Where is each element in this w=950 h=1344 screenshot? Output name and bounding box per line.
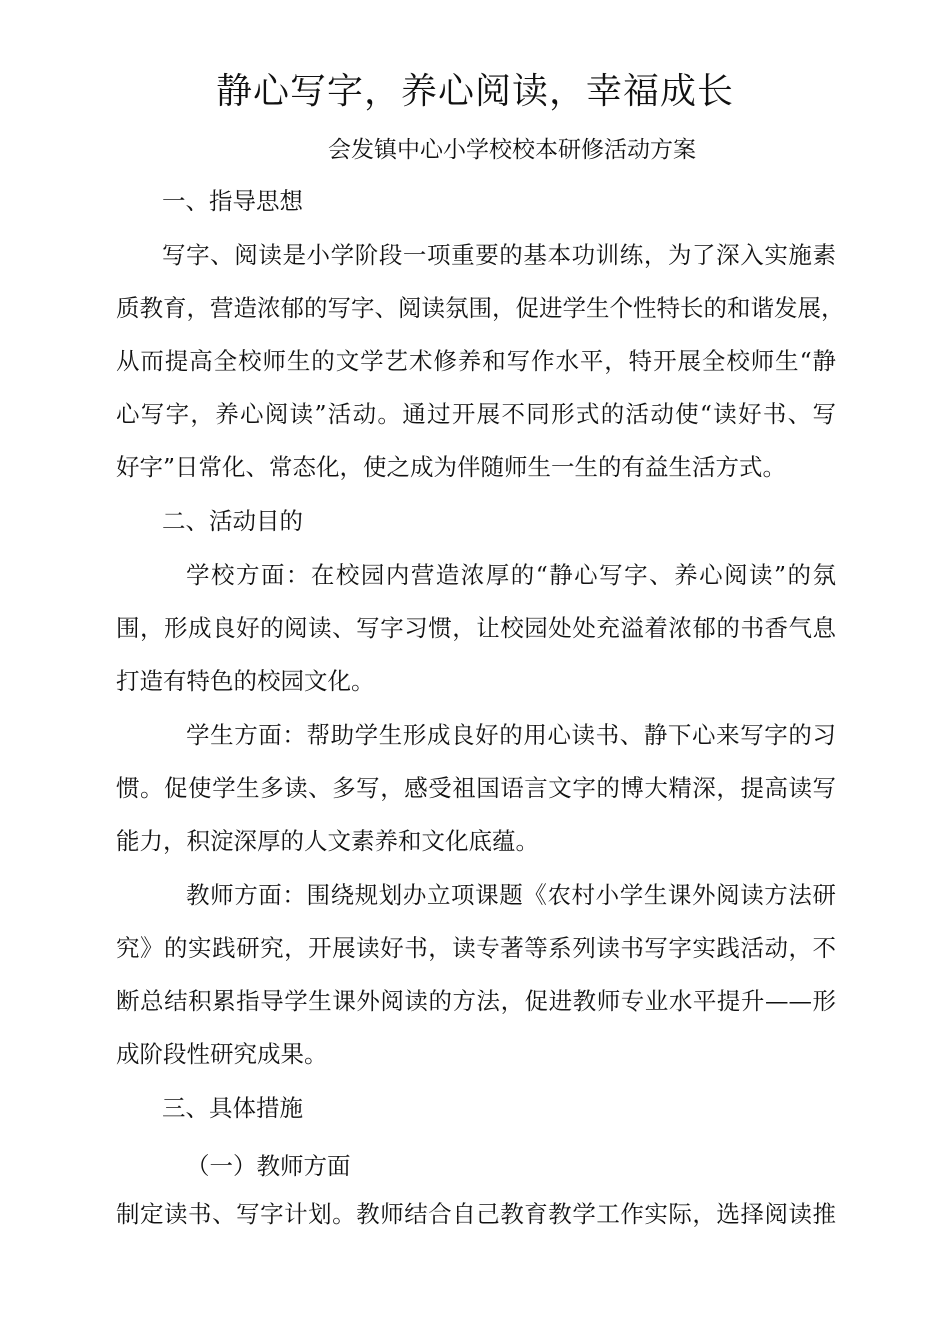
section-heading-guiding-idea: 一、指导思想 [162,187,303,215]
paragraph-line: 好字”日常化、常态化，使之成为伴随师生一生的有益生活方式。 [116,453,787,481]
paragraph-line: 成阶段性研究成果。 [116,1040,328,1068]
paragraph-line: 打造有特色的校园文化。 [116,667,375,695]
paragraph-line: 写字、阅读是小学阶段一项重要的基本功训练，为了深入实施素 [162,241,836,269]
paragraph-line: 惯。促使学生多读、多写，感受祖国语言文字的博大精深，提高读写 [116,774,836,802]
section-heading-activity-goals: 二、活动目的 [162,507,303,535]
paragraph-line: 学生方面：帮助学生形成良好的用心读书、静下心来写字的习 [186,721,836,749]
paragraph-line: 能力，积淀深厚的人文素养和文化底蕴。 [116,827,539,855]
paragraph-line: 从而提高全校师生的文学艺术修养和写作水平，特开展全校师生“静 [116,347,836,375]
paragraph-line: 围，形成良好的阅读、写字习惯，让校园处处充溢着浓郁的书香气息 [116,614,836,642]
subsection-heading-teachers: （一）教师方面 [186,1152,351,1180]
paragraph-line: 断总结积累指导学生课外阅读的方法，促进教师专业水平提升——形 [116,987,836,1015]
paragraph-line: 质教育，营造浓郁的写字、阅读氛围，促进学生个性特长的和谐发展， [116,294,845,322]
paragraph-line: 教师方面：围绕规划办立项课题《农村小学生课外阅读方法研 [186,881,836,909]
document-subtitle: 会发镇中心小学校校本研修活动方案 [328,137,696,163]
section-heading-measures: 三、具体措施 [162,1094,303,1122]
paragraph-line: 究》的实践研究，开展读好书，读专著等系列读书写字实践活动，不 [116,934,836,962]
paragraph-line: 制定读书、写字计划。教师结合自己教育教学工作实际，选择阅读推 [116,1200,836,1228]
paragraph-line: 心写字，养心阅读”活动。通过开展不同形式的活动使“读好书、写 [116,400,836,428]
paragraph-line: 学校方面：在校园内营造浓厚的“静心写字、养心阅读”的氛 [186,561,836,589]
document-title: 静心写字，养心阅读，幸福成长 [215,71,734,112]
